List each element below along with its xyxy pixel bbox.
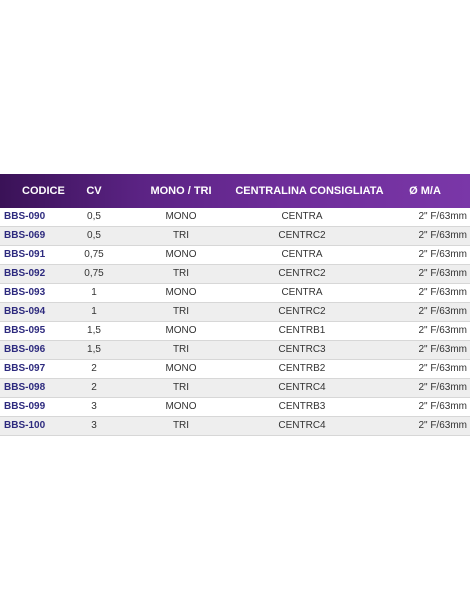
table-row xyxy=(0,303,470,322)
cell-codice: BBS-093 xyxy=(4,287,46,298)
cell-mono-tri: TRI xyxy=(172,268,190,279)
cell-centralina: CENTRC3 xyxy=(278,344,326,355)
cell-connection: 2" F/63mm xyxy=(418,230,467,241)
cell-mono-tri: TRI xyxy=(172,306,190,317)
header-cv: CV xyxy=(86,185,102,197)
cell-codice: BBS-092 xyxy=(4,268,46,279)
cell-centralina: CENTRA xyxy=(281,249,323,260)
cell-centralina: CENTRC2 xyxy=(278,268,326,279)
table-row xyxy=(0,322,470,341)
cell-mono-tri: TRI xyxy=(172,230,190,241)
table-row xyxy=(0,379,470,398)
cell-cv: 3 xyxy=(91,420,97,431)
table-row xyxy=(0,341,470,360)
cell-cv: 0,75 xyxy=(84,268,104,279)
cell-mono-tri: TRI xyxy=(172,382,190,393)
cell-connection: 2" F/63mm xyxy=(418,325,467,336)
table-row xyxy=(0,265,470,284)
cell-mono-tri: MONO xyxy=(165,211,197,222)
cell-connection: 2" F/63mm xyxy=(418,344,467,355)
table-row xyxy=(0,398,470,417)
cell-centralina: CENTRC2 xyxy=(278,306,326,317)
cell-codice: BBS-100 xyxy=(4,420,46,431)
cell-codice: BBS-095 xyxy=(4,325,46,336)
cell-codice: BBS-097 xyxy=(4,363,46,374)
cell-mono-tri: MONO xyxy=(165,325,197,336)
cell-mono-tri: MONO xyxy=(165,249,197,260)
cell-connection: 2" F/63mm xyxy=(418,363,467,374)
table-row xyxy=(0,360,470,379)
cell-connection: 2" F/63mm xyxy=(418,211,467,222)
cell-codice: BBS-099 xyxy=(4,401,46,412)
cell-codice: BBS-091 xyxy=(4,249,46,260)
cell-mono-tri: TRI xyxy=(172,420,190,431)
cell-cv: 0,5 xyxy=(87,230,101,241)
header-centralina: CENTRALINA CONSIGLIATA xyxy=(235,185,384,197)
cell-connection: 2" F/63mm xyxy=(418,249,467,260)
table-row xyxy=(0,417,470,436)
cell-mono-tri: MONO xyxy=(165,401,197,412)
table-header-row xyxy=(0,174,470,208)
cell-centralina: CENTRC4 xyxy=(278,382,326,393)
cell-codice: BBS-090 xyxy=(4,211,46,222)
table-row xyxy=(0,227,470,246)
header-mono-tri: MONO / TRI xyxy=(150,185,212,197)
cell-mono-tri: MONO xyxy=(165,287,197,298)
cell-mono-tri: TRI xyxy=(172,344,190,355)
cell-codice: BBS-096 xyxy=(4,344,46,355)
cell-centralina: CENTRC4 xyxy=(278,420,326,431)
cell-centralina: CENTRB1 xyxy=(278,325,326,336)
cell-connection: 2" F/63mm xyxy=(418,382,467,393)
cell-codice: BBS-098 xyxy=(4,382,46,393)
cell-connection: 2" F/63mm xyxy=(418,268,467,279)
cell-codice: BBS-094 xyxy=(4,306,46,317)
table-row xyxy=(0,208,470,227)
cell-connection: 2" F/63mm xyxy=(418,306,467,317)
header-connection: Ø M/A xyxy=(409,185,441,197)
cell-cv: 1 xyxy=(91,287,97,298)
product-spec-table xyxy=(0,174,470,436)
cell-codice: BBS-069 xyxy=(4,230,46,241)
cell-cv: 1 xyxy=(91,306,97,317)
header-codice: CODICE xyxy=(22,185,65,197)
cell-centralina: CENTRA xyxy=(281,211,323,222)
cell-cv: 2 xyxy=(91,363,97,374)
cell-cv: 1,5 xyxy=(87,344,101,355)
cell-cv: 0,5 xyxy=(87,211,101,222)
cell-centralina: CENTRA xyxy=(281,287,323,298)
cell-centralina: CENTRB2 xyxy=(278,363,326,374)
cell-connection: 2" F/63mm xyxy=(418,287,467,298)
cell-cv: 3 xyxy=(91,401,97,412)
cell-centralina: CENTRC2 xyxy=(278,230,326,241)
table-body xyxy=(0,208,470,436)
cell-connection: 2" F/63mm xyxy=(418,420,467,431)
cell-cv: 2 xyxy=(91,382,97,393)
cell-cv: 1,5 xyxy=(87,325,101,336)
table-row xyxy=(0,284,470,303)
cell-cv: 0,75 xyxy=(84,249,104,260)
cell-connection: 2" F/63mm xyxy=(418,401,467,412)
cell-centralina: CENTRB3 xyxy=(278,401,326,412)
table-row xyxy=(0,246,470,265)
cell-mono-tri: MONO xyxy=(165,363,197,374)
